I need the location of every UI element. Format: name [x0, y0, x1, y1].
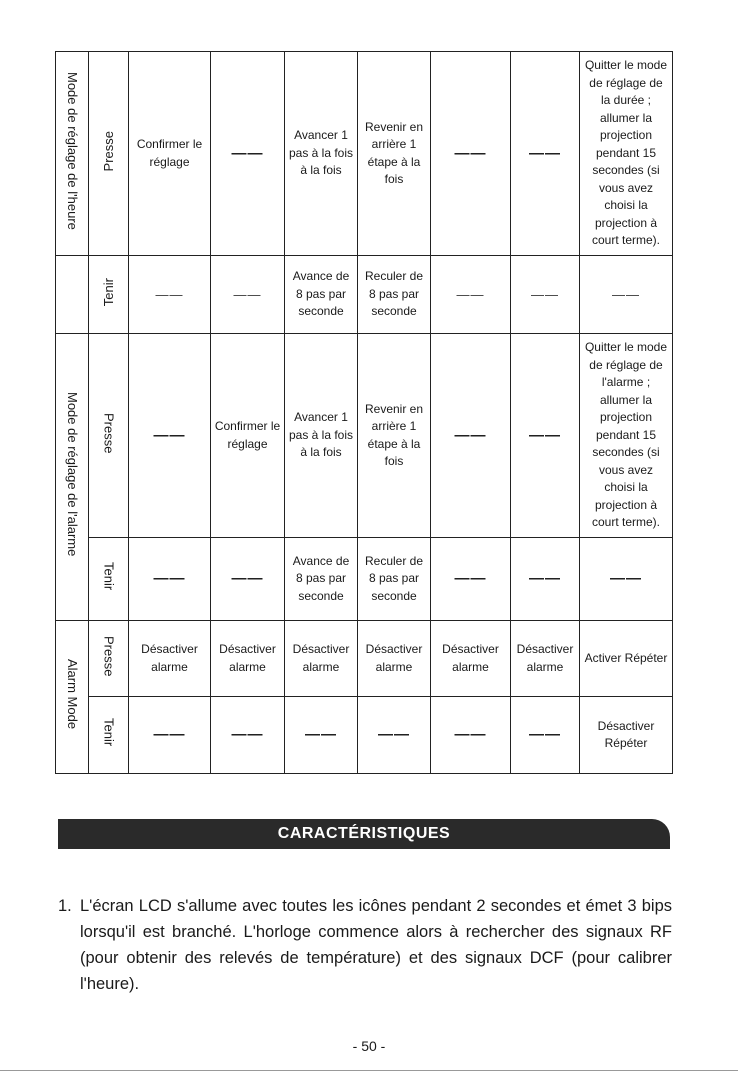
- table-cell: ——: [285, 697, 358, 774]
- table-cell: ——: [431, 538, 511, 621]
- action-cell: [89, 538, 129, 621]
- action-label: Tenir: [100, 277, 116, 306]
- table-cell: ——: [211, 538, 285, 621]
- action-label: Tenir: [101, 718, 117, 747]
- table-row: [56, 52, 673, 256]
- action-cell: [89, 52, 129, 256]
- action-label: Presse: [100, 130, 116, 171]
- table-cell: ——: [129, 697, 211, 774]
- table-row: [56, 621, 673, 697]
- table-cell: ——: [431, 334, 511, 538]
- table-cell: ——: [431, 256, 511, 334]
- table-cell: Désactiver alarme: [431, 621, 511, 697]
- mode-label-cell: [56, 621, 89, 774]
- page-number: - 50 -: [352, 1038, 386, 1054]
- table-cell: Avance de 8 pas par seconde: [285, 256, 358, 334]
- list-item-text: L'écran LCD s'allume avec toutes les icônes pendant 2 secondes et émet 3 bips lorsqu'il est branché. L'horloge commence alors à rechercher des signaux RF (pour obtenir des relevés de température) et des signaux DCF (pour calibrer l'heure).: [80, 897, 672, 993]
- table-cell: Quitter le mode de réglage de l'alarme ; allumer la projection pendant 15 secondes (si vous avez choisi la projection à court terme).: [580, 334, 673, 538]
- table-cell: ——: [129, 538, 211, 621]
- action-label: Tenir: [101, 562, 117, 591]
- list-item: [58, 893, 672, 997]
- action-cell: [89, 621, 129, 697]
- action-label: Presse: [101, 412, 117, 453]
- table-cell: Désactiver alarme: [129, 621, 211, 697]
- table-row: [56, 697, 673, 774]
- mode-label: Alarm Mode: [64, 659, 80, 730]
- table-cell: Avancer 1 pas à la fois à la fois: [285, 334, 358, 538]
- section-title-banner: [58, 819, 670, 849]
- action-cell: [89, 256, 129, 334]
- table-cell: ——: [129, 334, 211, 538]
- table-cell: Désactiver alarme: [358, 621, 431, 697]
- table-cell: ——: [511, 538, 580, 621]
- table-cell: Désactiver alarme: [511, 621, 580, 697]
- table-cell: ——: [431, 697, 511, 774]
- table-cell: Reculer de 8 pas par seconde: [358, 256, 431, 334]
- table-cell: Avancer 1 pas à la fois à la fois: [285, 52, 358, 256]
- table-cell: ——: [511, 697, 580, 774]
- table-cell: ——: [211, 697, 285, 774]
- table-cell: Revenir en arrière 1 étape à la fois: [358, 52, 431, 256]
- list-item-number: 1.: [58, 897, 72, 915]
- table-cell: Reculer de 8 pas par seconde: [358, 538, 431, 621]
- mode-label-cell: [56, 334, 89, 621]
- table-cell: ——: [511, 52, 580, 256]
- bottom-divider: [0, 1070, 738, 1071]
- mode-label: Mode de réglage de l'alarme: [64, 392, 80, 557]
- table-cell: ——: [580, 256, 673, 334]
- table-cell: ——: [211, 256, 285, 334]
- table-cell: ——: [211, 52, 285, 256]
- table-row: [56, 256, 673, 334]
- table-cell: ——: [511, 334, 580, 538]
- table-cell: Désactiver Répéter: [580, 697, 673, 774]
- function-table: [55, 51, 673, 774]
- table-cell: Confirmer le réglage: [129, 52, 211, 256]
- table-cell: Avance de 8 pas par seconde: [285, 538, 358, 621]
- table-cell: Activer Répéter: [580, 621, 673, 697]
- table-cell: Confirmer le réglage: [211, 334, 285, 538]
- table-cell: ——: [431, 52, 511, 256]
- table-cell: Quitter le mode de réglage de la durée ; allumer la projection pendant 15 secondes (si vous avez choisi la projection à court terme).: [580, 52, 673, 256]
- action-cell: [89, 697, 129, 774]
- table-cell: ——: [511, 256, 580, 334]
- mode-label-cell: [56, 52, 89, 256]
- action-label: Presse: [101, 635, 117, 676]
- feature-list: [58, 893, 672, 997]
- table-cell: ——: [358, 697, 431, 774]
- table-cell: ——: [580, 538, 673, 621]
- action-cell: [89, 334, 129, 538]
- table-cell: Revenir en arrière 1 étape à la fois: [358, 334, 431, 538]
- mode-label-cell-empty: [56, 256, 89, 334]
- table-cell: ——: [129, 256, 211, 334]
- table-row: [56, 334, 673, 538]
- table-cell: Désactiver alarme: [285, 621, 358, 697]
- table-cell: Désactiver alarme: [211, 621, 285, 697]
- table-row: [56, 538, 673, 621]
- section-title: CARACTÉRISTIQUES: [277, 825, 451, 842]
- mode-label: Mode de réglage de l'heure: [64, 71, 80, 230]
